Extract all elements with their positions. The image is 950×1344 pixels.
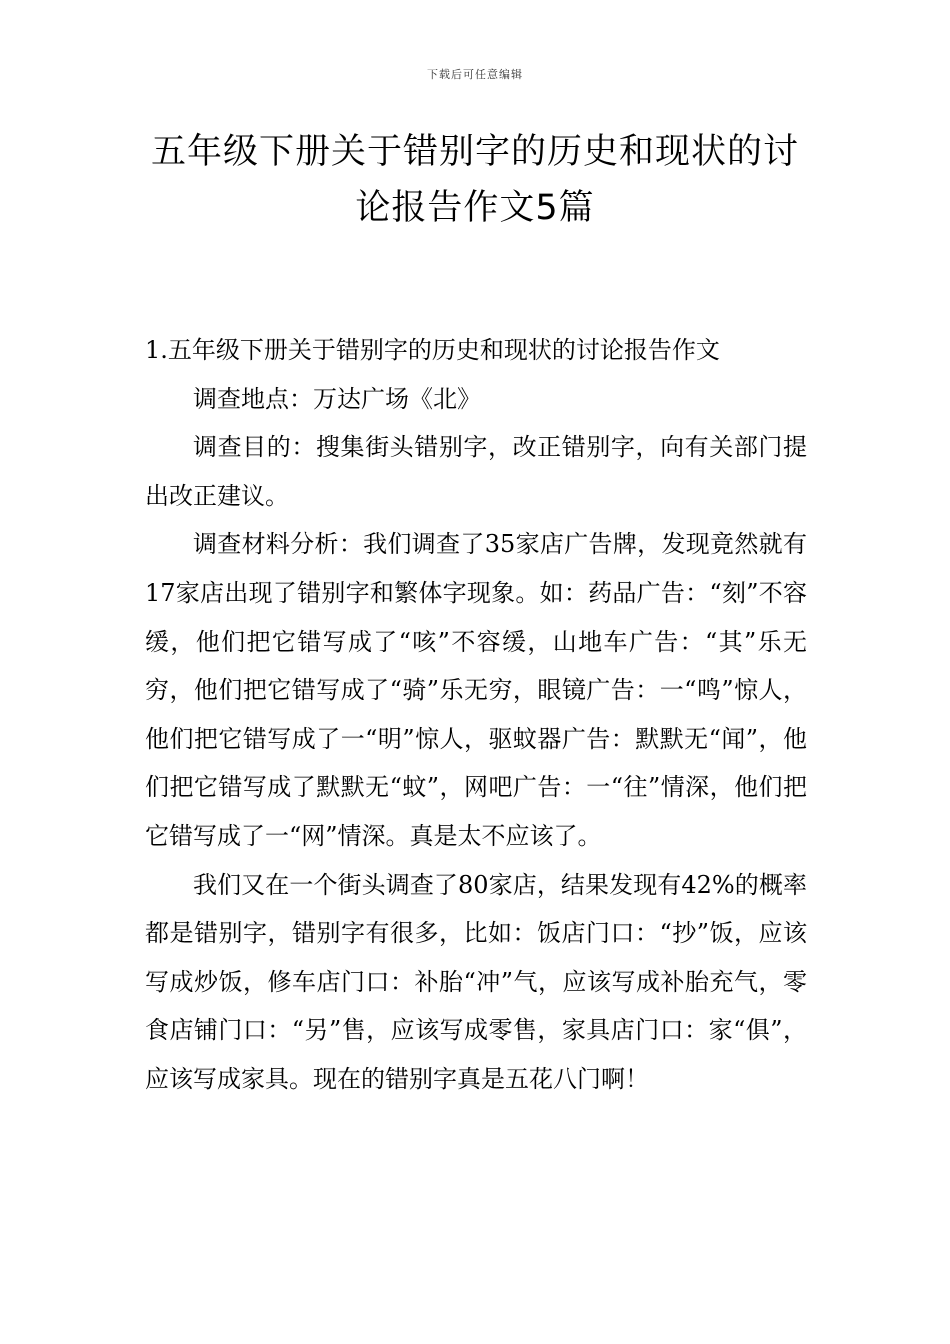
- title-line-1: 五年级下册关于错别字的历史和现状的讨: [150, 132, 799, 172]
- paragraph-survey-location: 调查地点：万达广场《北》: [193, 384, 481, 413]
- header-note: 下载后可任意编辑: [427, 68, 523, 81]
- document-body: [145, 326, 807, 1104]
- document-title: [140, 124, 810, 236]
- paragraph-material-analysis: 调查材料分析：我们调查了35家店广告牌，发现竟然就有17家店出现了错别字和繁体字现象。如：药品广告：“刻”不容缓，他们把它错写成了“咳”不容缓，山地车广告：“其”乐无穷，他们把它错写成了“骑”乐无穷，眼镜广告：一“鸣”惊人，他们把它错写成了一“明”惊人，驱蚊器广告：默默无“闻”，他们把它错写成了默默无“蚊”，网吧广告：一“往”情深，他们把它错写成了一“网”情深。真是太不应该了。: [145, 530, 807, 850]
- title-line-2: 论报告作文5篇: [355, 188, 595, 228]
- paragraph-survey-purpose: 调查目的：搜集街头错别字，改正错别字，向有关部门提出改正建议。: [145, 433, 807, 510]
- section-heading: 1.五年级下册关于错别字的历史和现状的讨论报告作文: [145, 336, 720, 364]
- paragraph-street-survey: 我们又在一个街头调查了80家店，结果发现有42%的概率都是错别字，错别字有很多，比如：饭店门口：“抄”饭，应该写成炒饭，修车店门口：补胎“冲”气，应该写成补胎充气，零食店铺门口：“另”售，应该写成零售，家具店门口：家“俱”，应该写成家具。现在的错别字真是五花八门啊！: [145, 870, 807, 1093]
